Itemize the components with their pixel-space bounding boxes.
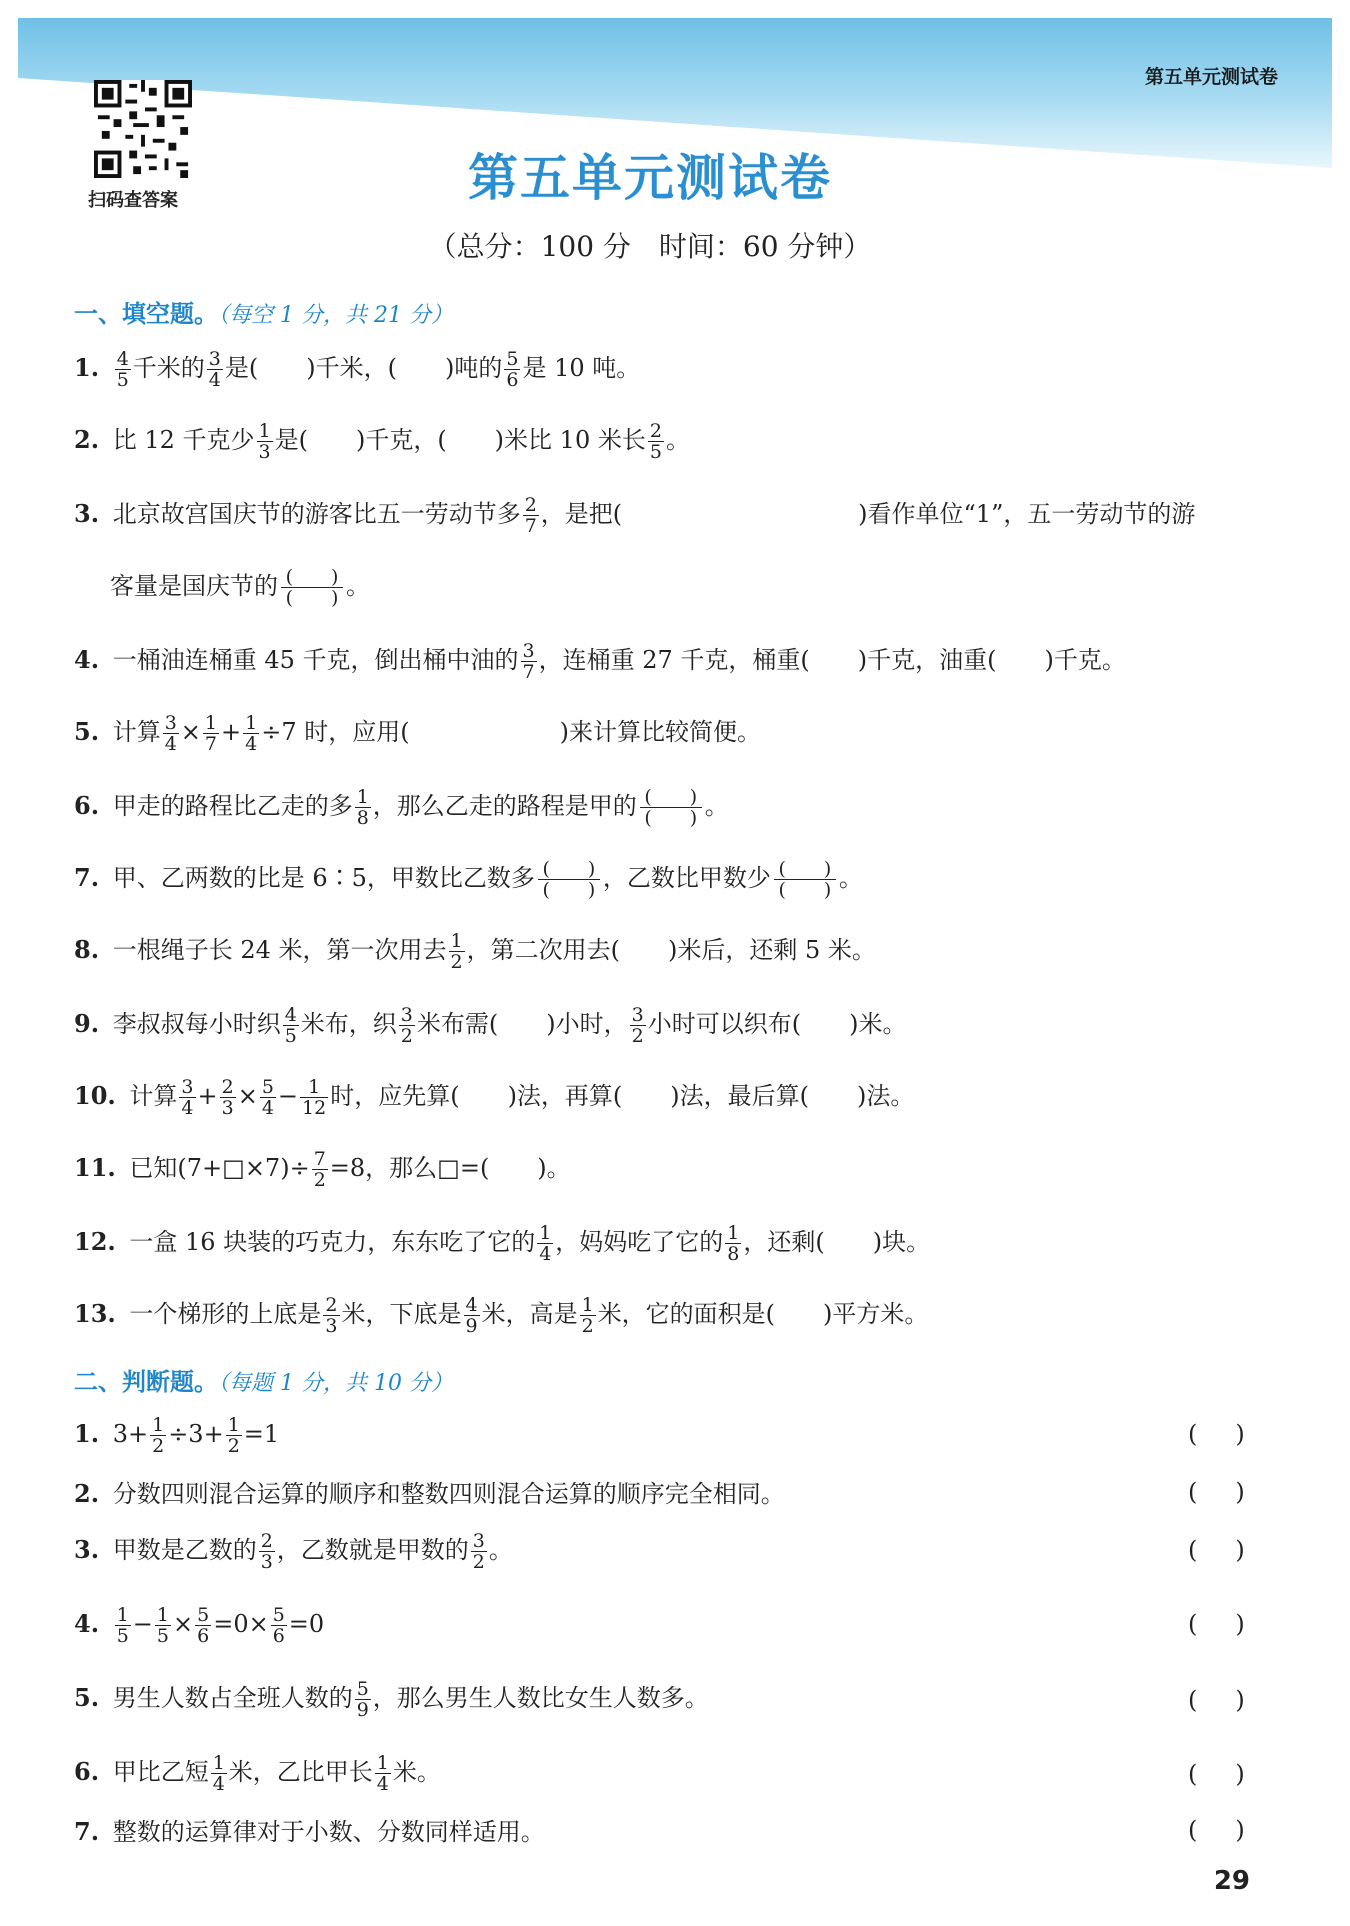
fraction: $\frac{2}{3}$ [260, 1530, 273, 1573]
fraction: $\frac{1}{4}$ [245, 712, 258, 755]
text: ，乙数就是甲数的 [276, 1536, 469, 1564]
text: 已知(7+□×7)÷ [129, 1154, 310, 1182]
text: 千米的 [132, 354, 205, 382]
answer-blank-fraction[interactable]: $\frac{( )}{( )}$ [640, 787, 702, 828]
fraction: $\frac{1}{2}$ [450, 930, 463, 973]
text: 计算 [112, 718, 161, 746]
question-fill-9 [74, 1004, 1274, 1046]
text: 计算 [129, 1082, 178, 1110]
text: 是( )千米，( )吨的 [224, 354, 503, 382]
question-fill-3 [74, 494, 1274, 536]
text: 甲走的路程比乙走的多 [112, 792, 353, 820]
text: 是( )千克，( )米比 10 米长 [274, 426, 646, 454]
text: 时，应先算( )法，再算( )法，最后算( )法。 [330, 1082, 915, 1110]
text: ，第二次用去( )米后，还剩 5 米。 [466, 936, 876, 964]
fraction: $\frac{2}{3}$ [325, 1294, 338, 1337]
text: − [132, 1610, 153, 1638]
text: ，那么乙走的路程是甲的 [372, 792, 637, 820]
text: 北京故宫国庆节的游客比五一劳动节多 [112, 500, 521, 528]
answer-blank-fraction[interactable]: $\frac{( )}{( )}$ [538, 859, 600, 900]
fraction: $\frac{5}{6}$ [506, 348, 519, 391]
section-heading-fill [74, 294, 453, 329]
question-number: 3. [74, 499, 100, 528]
text: 甲、乙两数的比是 6∶5，甲数比乙数多 [112, 864, 535, 892]
question-number: 12. [74, 1227, 116, 1256]
text: ，妈妈吃了它的 [555, 1228, 724, 1256]
question-judge-4 [74, 1604, 1274, 1646]
question-number: 4. [74, 1609, 100, 1638]
qr-label: 扫码查答案 [88, 190, 178, 211]
text: 整数的运算律对于小数、分数同样适用。 [112, 1818, 545, 1846]
text: 3+ [112, 1420, 149, 1448]
text: 。 [704, 792, 729, 820]
text: 。 [838, 864, 863, 892]
fraction: $\frac{5}{6}$ [197, 1604, 210, 1647]
text: 李叔叔每小时织 [112, 1010, 281, 1038]
question-judge-6 [74, 1752, 1274, 1794]
answer-parentheses[interactable]: () [1188, 1420, 1283, 1448]
fraction: $\frac{2}{7}$ [524, 494, 537, 537]
question-number: 7. [74, 1817, 100, 1846]
text: =0 [288, 1610, 325, 1638]
question-number: 8. [74, 935, 100, 964]
question-number: 1. [74, 1419, 100, 1448]
question-judge-2 [74, 1474, 1274, 1514]
question-number: 6. [74, 1757, 100, 1786]
text: 一个梯形的上底是 [129, 1300, 322, 1328]
section-note: （每空 1 分，共 21 分） [218, 303, 453, 328]
section-label: 一、填空题。 [74, 300, 218, 328]
answer-parentheses[interactable]: () [1188, 1816, 1283, 1844]
text: 一根绳子长 24 米，第一次用去 [112, 936, 447, 964]
question-number: 2. [74, 425, 100, 454]
fraction: $\frac{3}{2}$ [631, 1004, 644, 1047]
question-fill-3-cont [110, 566, 1310, 608]
fraction: $\frac{3}{2}$ [472, 1530, 485, 1573]
question-fill-13 [74, 1294, 1274, 1336]
fraction: $\frac{1}{7}$ [204, 712, 217, 755]
text: ，连桶重 27 千克，桶重( )千克，油重( )千克。 [538, 646, 1126, 674]
fraction: $\frac{1}{5}$ [116, 1604, 129, 1647]
question-judge-3 [74, 1530, 1274, 1572]
fraction: $\frac{5}{9}$ [356, 1678, 369, 1721]
question-number: 10. [74, 1081, 116, 1110]
fraction: $\frac{3}{4}$ [164, 712, 177, 755]
fraction: $\frac{1}{4}$ [539, 1222, 552, 1265]
text: 分数四则混合运算的顺序和整数四则混合运算的顺序完全相同。 [112, 1480, 785, 1508]
question-fill-11 [74, 1148, 1274, 1190]
answer-parentheses[interactable]: () [1188, 1686, 1283, 1714]
fraction: $\frac{1}{4}$ [212, 1752, 225, 1795]
page-title: 第五单元测试卷 [468, 148, 832, 207]
fraction: $\frac{3}{4}$ [181, 1076, 194, 1119]
text: 客量是国庆节的 [110, 572, 278, 600]
fraction: $\frac{5}{6}$ [272, 1604, 285, 1647]
text: × [237, 1082, 258, 1110]
page-subtitle: （总分：100 分 时间：60 分钟） [428, 230, 872, 263]
text: 。 [346, 572, 370, 600]
fraction: $\frac{1}{2}$ [581, 1294, 594, 1337]
text: ÷7 时，应用( [261, 718, 410, 746]
text: 甲数是乙数的 [112, 1536, 257, 1564]
text: + [197, 1082, 218, 1110]
question-fill-12 [74, 1222, 1274, 1264]
question-fill-7 [74, 858, 1274, 900]
text: 是 10 吨。 [522, 354, 641, 382]
section-label: 二、判断题。 [74, 1368, 218, 1396]
text: 米布，织 [300, 1010, 397, 1038]
fraction: $\frac{1}{8}$ [356, 786, 369, 829]
text: 米布需( )小时， [416, 1010, 628, 1038]
text: 。 [488, 1536, 513, 1564]
text: 米，乙比甲长 [228, 1758, 373, 1786]
answer-parentheses[interactable]: () [1188, 1760, 1283, 1788]
question-fill-10 [74, 1076, 1274, 1118]
text: ，还剩( )块。 [743, 1228, 931, 1256]
fraction: $\frac{4}{5}$ [284, 1004, 297, 1047]
text: =1 [243, 1420, 280, 1448]
text: 男生人数占全班人数的 [112, 1684, 353, 1712]
fraction: $\frac{3}{4}$ [208, 348, 221, 391]
question-number: 6. [74, 791, 100, 820]
text: 比 12 千克少 [112, 426, 255, 454]
text: − [277, 1082, 299, 1110]
fraction: $\frac{2}{5}$ [649, 420, 662, 463]
text: × [180, 718, 201, 746]
text: 甲比乙短 [112, 1758, 209, 1786]
text: ÷3+ [168, 1420, 224, 1448]
question-fill-5 [74, 712, 1274, 754]
text: 米。 [392, 1758, 441, 1786]
fraction: $\frac{1}{3}$ [258, 420, 271, 463]
question-judge-1 [74, 1414, 1274, 1456]
question-fill-6 [74, 786, 1274, 828]
question-number: 5. [74, 717, 100, 746]
answer-parentheses[interactable]: () [1188, 1478, 1283, 1506]
text: 小时可以织布( )米。 [647, 1010, 907, 1038]
page-number: 29 [1213, 1866, 1250, 1896]
question-fill-2 [74, 420, 1274, 462]
text: ，乙数比甲数少 [602, 864, 771, 892]
fraction: $\frac{1}{2}$ [152, 1414, 165, 1457]
text: )来计算比较简便。 [559, 718, 761, 746]
text: + [221, 718, 242, 746]
text: ，那么男生人数比女生人数多。 [372, 1684, 709, 1712]
question-number: 1. [74, 353, 100, 382]
fraction: $\frac{2}{3}$ [221, 1076, 234, 1119]
fraction: $\frac{3}{7}$ [522, 640, 535, 683]
header-label: 第五单元测试卷 [1144, 66, 1278, 88]
text: 一桶油连桶重 45 千克，倒出桶中油的 [112, 646, 519, 674]
fraction: $\frac{1}{5}$ [156, 1604, 169, 1647]
text: ，是把( [540, 500, 623, 528]
text: 米，它的面积是( )平方米。 [597, 1300, 929, 1328]
fraction: $\frac{7}{2}$ [313, 1148, 326, 1191]
text: 一盒 16 块装的巧克力，东东吃了它的 [129, 1228, 536, 1256]
answer-parentheses[interactable]: () [1188, 1610, 1283, 1638]
answer-blank-fraction[interactable]: $\frac{( )}{( )}$ [774, 859, 836, 900]
question-number: 9. [74, 1009, 100, 1038]
question-number: 2. [74, 1479, 100, 1508]
fraction: $\frac{1}{12}$ [302, 1076, 327, 1119]
question-number: 11. [74, 1153, 116, 1182]
question-number: 13. [74, 1299, 116, 1328]
fraction: $\frac{4}{5}$ [116, 348, 129, 391]
question-judge-5 [74, 1678, 1274, 1720]
fraction: $\frac{4}{9}$ [465, 1294, 478, 1337]
question-fill-8 [74, 930, 1274, 972]
question-number: 3. [74, 1535, 100, 1564]
fraction: $\frac{5}{4}$ [261, 1076, 274, 1119]
section-note: （每题 1 分，共 10 分） [218, 1371, 453, 1396]
question-number: 7. [74, 863, 100, 892]
text: 米，高是 [481, 1300, 578, 1328]
question-number: 4. [74, 645, 100, 674]
question-number: 5. [74, 1683, 100, 1712]
fraction: $\frac{1}{2}$ [227, 1414, 240, 1457]
text: )看作单位“1”，五一劳动节的游 [858, 500, 1196, 528]
question-judge-7 [74, 1812, 1274, 1852]
text: 。 [665, 426, 690, 454]
question-fill-4 [74, 640, 1274, 682]
fraction: $\frac{1}{8}$ [727, 1222, 740, 1265]
fraction: $\frac{3}{2}$ [400, 1004, 413, 1047]
text: =8，那么□=( )。 [329, 1154, 571, 1182]
section-heading-judge [74, 1362, 453, 1397]
fraction: $\frac{1}{4}$ [376, 1752, 389, 1795]
answer-blank-fraction[interactable]: $\frac{( )}{( )}$ [281, 567, 343, 608]
text: × [173, 1610, 194, 1638]
question-fill-1 [74, 348, 1274, 390]
text: 米，下底是 [341, 1300, 462, 1328]
text: =0× [213, 1610, 269, 1638]
answer-parentheses[interactable]: () [1188, 1536, 1283, 1564]
